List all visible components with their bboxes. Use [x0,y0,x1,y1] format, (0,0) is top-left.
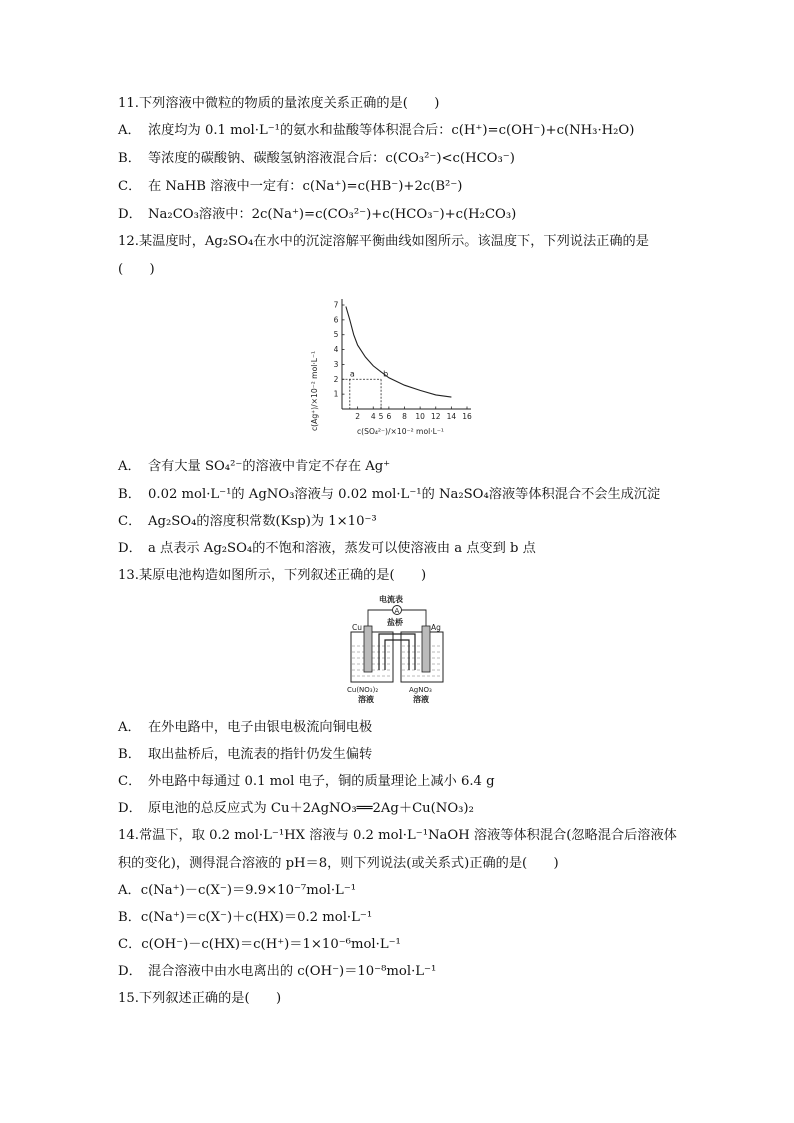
option-label: A． [118,720,141,735]
option-label: B． [118,487,141,502]
q11-option-a [118,122,634,140]
q14-option-d [118,963,436,981]
option-text: 在外电路中，电子由银电极流向铜电极 [148,720,373,735]
right-electrode-label: Ag [431,623,441,632]
x-tick-label: 12 [430,412,441,421]
x-tick-label: 10 [415,412,425,421]
x-axis-label: c(SO₄²⁻)/×10⁻² mol·L⁻¹ [357,427,444,436]
right-solution-label: 溶液 [413,695,429,704]
x-tick-label: 16 [462,412,472,421]
y-tick-label: 1 [333,389,339,399]
point-label-a: a [349,369,355,379]
option-label: C． [118,179,142,194]
q13-option-b [118,746,372,764]
option-label: C． [118,774,142,789]
q11-option-c [118,178,462,196]
q14-stem-continued: 积的变化)，测得混合溶液的 pH＝8，则下列说法(或关系式)正确的是( ) [118,856,559,871]
ammeter-label: 电流表 [379,595,403,604]
option-text: c(Na⁺)＝c(X⁻)＋c(HX)＝0.2 mol·L⁻¹ [140,910,373,925]
option-label: A． [118,883,141,898]
right-solution-formula: AgNO₃ [409,686,432,694]
cu-electrode [364,626,372,672]
x-tick-label: 4 [370,412,376,421]
option-label: C． [118,514,142,529]
q12-option-a [118,458,390,476]
option-label: D． [118,541,142,556]
option-label: A． [118,123,141,138]
q13-option-d [118,800,474,818]
option-text: 混合溶液中由水电离出的 c(OH⁻)＝10⁻⁸mol·L⁻¹ [148,964,437,979]
ammeter-symbol: A [394,607,400,615]
q12-stem-continued: ( ) [118,262,155,277]
q12-option-c [118,513,377,531]
y-tick-label: 6 [333,315,339,325]
y-tick-labels [334,301,345,399]
ag-electrode [422,626,430,672]
q13-option-c [118,773,495,791]
y-tick-label: 3 [333,359,339,369]
left-solution-label: 溶液 [358,695,374,704]
q14-option-a [118,882,356,900]
option-label: C． [118,937,142,952]
option-text: a 点表示 Ag₂SO₄的不饱和溶液，蒸发可以使溶液由 a 点变到 b 点 [148,541,536,556]
y-tick-label: 4 [333,345,339,355]
option-label: B． [118,910,141,925]
option-label: D． [118,964,142,979]
q15-stem: 15.下列叙述正确的是( ) [118,991,282,1006]
option-text: 原电池的总反应式为 Cu＋2AgNO₃══2Ag＋Cu(NO₃)₂ [148,801,474,816]
y-tick-label: 7 [333,300,339,310]
q12-stem: 12.某温度时，Ag₂SO₄在水中的沉淀溶解平衡曲线如图所示。该温度下，下列说法正确的是 [118,234,649,249]
option-label: D． [118,207,142,222]
x-tick-label: 2 [355,412,361,421]
x-tick-label: 5 [378,412,384,421]
option-text: 等浓度的碳酸钠、碳酸氢钠溶液混合后：c(CO₃²⁻)<c(HCO₃⁻) [148,151,515,166]
dashed-guides [342,379,381,409]
x-tick-label: 14 [446,412,457,421]
x-tick-label: 6 [386,412,392,421]
q13-option-a [118,719,372,737]
option-text: Na₂CO₃溶液中：2c(Na⁺)=c(CO₃²⁻)+c(HCO₃⁻)+c(H₂CO₃) [148,207,517,222]
left-electrode-label: Cu [352,623,362,632]
salt-bridge-label: 盐桥 [387,618,403,627]
option-text: 取出盐桥后，电流表的指针仍发生偏转 [148,747,373,762]
q14-stem: 14.常温下，取 0.2 mol·L⁻¹HX 溶液与 0.2 mol·L⁻¹NaOH 溶液等体积混合(忽略混合后溶液体 [118,828,677,843]
option-text: 0.02 mol·L⁻¹的 AgNO₃溶液与 0.02 mol·L⁻¹的 Na₂SO₄溶液等体积混合不会生成沉淀 [148,487,661,502]
q14-option-b [118,909,372,927]
q11-stem: 11.下列溶液中微粒的物质的量浓度关系正确的是( ) [118,96,440,111]
option-text: 在 NaHB 溶液中一定有：c(Na⁺)=c(HB⁻)+2c(B²⁻) [148,179,463,194]
x-tick-label: 8 [402,412,407,421]
y-tick-label: 2 [333,374,339,384]
y-axis-label: c(Ag⁺)/×10⁻² mol·L⁻¹ [310,350,319,431]
option-text: Ag₂SO₄的溶度积常数(Ksp)为 1×10⁻³ [148,514,377,529]
y-tick-label: 5 [333,330,339,340]
left-solution-formula: Cu(NO₃)₂ [347,686,379,694]
option-text: 外电路中每通过 0.1 mol 电子，铜的质量理论上减小 6.4 g [148,774,495,789]
option-text: 含有大量 SO₄²⁻的溶液中肯定不存在 Ag⁺ [148,459,391,474]
solubility-chart [305,293,475,439]
option-label: B． [118,151,141,166]
q11-option-b [118,150,515,168]
option-label: D． [118,801,142,816]
option-label: A． [118,459,141,474]
option-text: c(OH⁻)－c(HX)＝c(H⁺)＝1×10⁻⁶mol·L⁻¹ [141,937,401,952]
q12-option-b [118,486,660,504]
option-text: 浓度均为 0.1 mol·L⁻¹的氨水和盐酸等体积混合后：c(H⁺)=c(OH⁻)+c(NH₃·H₂O) [148,123,635,138]
q11-option-d [118,206,516,224]
option-label: B． [118,747,141,762]
point-labels [350,369,388,378]
q13-stem: 13.某原电池构造如图所示，下列叙述正确的是( ) [118,568,427,583]
galvanic-cell-diagram [343,594,451,706]
option-text: c(Na⁺)－c(X⁻)＝9.9×10⁻⁷mol·L⁻¹ [140,883,357,898]
q14-option-c [118,936,401,954]
solubility-curve [346,307,452,398]
q12-option-d [118,540,536,558]
point-label-b: b [383,369,389,379]
